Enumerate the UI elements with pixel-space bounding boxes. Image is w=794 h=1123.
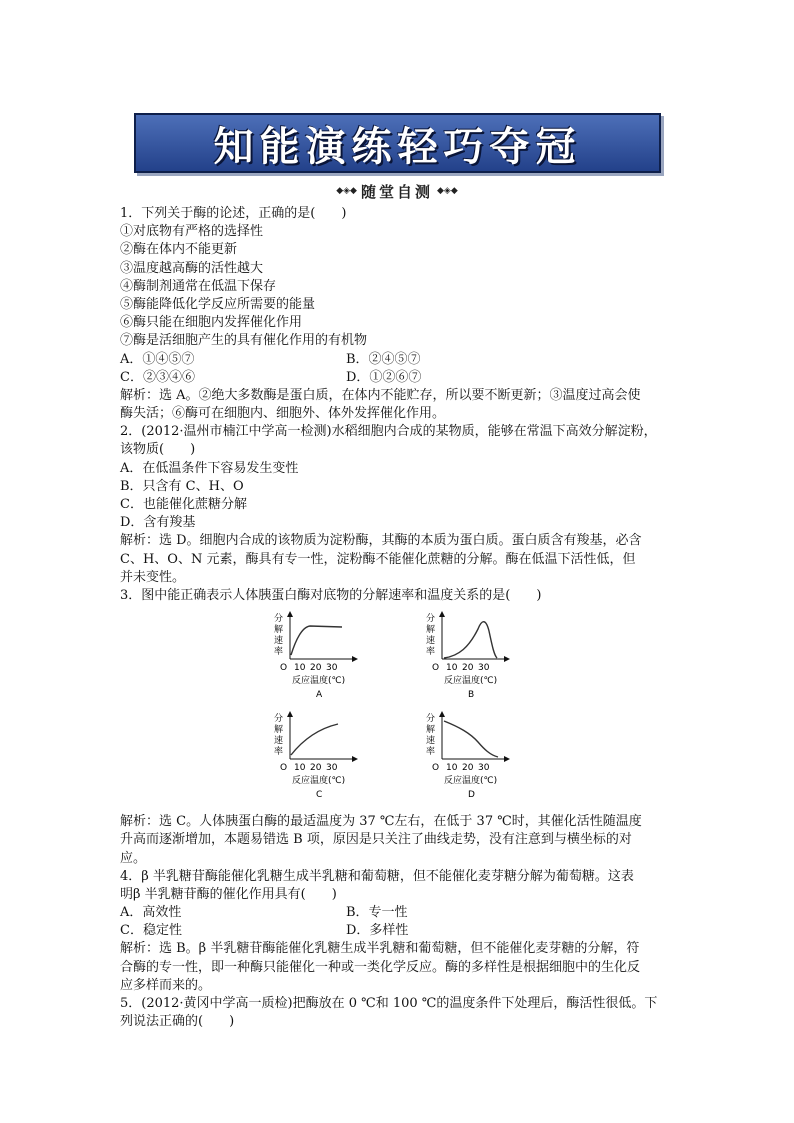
option-c: C．②③④⑥ xyxy=(120,369,195,385)
origin-label: O xyxy=(432,663,440,674)
question-stem: 4．β 半乳糖苷酶能催化乳糖生成半乳糖和葡萄糖，但不能催化麦芽糖分解为葡萄糖。这表 xyxy=(120,868,634,884)
statement-item: ①对底物有严格的选择性 xyxy=(120,224,264,240)
y-axis-label-char: 率 xyxy=(274,747,284,758)
y-axis-label-char: 率 xyxy=(274,647,284,658)
curve-c xyxy=(291,724,338,755)
curve-b xyxy=(444,622,497,658)
question-stem: 明β 半乳糖苷酶的催化作用具有( ) xyxy=(120,886,337,902)
question-stem: 列说法正确的( ) xyxy=(120,1014,235,1030)
graph-letter: B xyxy=(468,690,475,701)
y-arrow-icon xyxy=(287,711,293,717)
banner-title: 知能演练轻巧夺冠 xyxy=(213,122,582,170)
graph-d-svg xyxy=(414,709,594,809)
x-axis-label: 反应温度(℃) xyxy=(292,676,346,687)
statement-item: ④酶制剂通常在低温下保存 xyxy=(120,278,277,294)
analysis-text: C、H、O、N 元素，酶具有专一性，淀粉酶不能催化蔗糖的分解。酶在低温下活性低，但 xyxy=(120,551,636,567)
analysis-text: 解析：选 D。细胞内合成的该物质为淀粉酶，其酶的本质为蛋白质。蛋白质含有羧基，必含 xyxy=(120,533,642,549)
statement-item: ③温度越高酶的活性越大 xyxy=(120,260,264,276)
y-arrow-icon xyxy=(439,611,445,617)
graph-b xyxy=(414,609,594,709)
analysis-text: 解析：选 A。②绝大多数酶是蛋白质，在体内不能贮存，所以要不断更新；③温度过高会使 xyxy=(120,387,641,403)
tick-label: 30 xyxy=(326,663,338,674)
tick-label: 10 xyxy=(446,663,458,674)
y-axis-label-char: 速 xyxy=(274,736,284,747)
option-row xyxy=(120,369,680,387)
analysis-text: 酶失活；⑥酶可在细胞内、细胞外、体外发挥催化作用。 xyxy=(120,406,446,422)
option-row xyxy=(120,904,680,922)
tick-label: 30 xyxy=(478,763,490,774)
x-axis-label: 反应温度(℃) xyxy=(292,776,346,787)
option-a: A．在低温条件下容易发生变性 xyxy=(120,460,299,476)
y-arrow-icon xyxy=(439,711,445,717)
subhead-text: 随堂自测 xyxy=(360,182,433,201)
question-stem: 1．下列关于酶的论述，正确的是( ) xyxy=(120,206,347,221)
analysis-text: 应。 xyxy=(120,850,147,866)
tick-label: 20 xyxy=(310,663,322,674)
tick-label: 30 xyxy=(326,763,338,774)
option-b: B．②④⑤⑦ xyxy=(346,351,421,367)
diamond-ornament-icon: ◆◈◆ xyxy=(437,186,458,196)
origin-label: O xyxy=(432,763,440,774)
y-axis-label-char: 速 xyxy=(426,636,436,647)
y-axis-label-char: 速 xyxy=(426,736,436,747)
y-axis-label-char: 解 xyxy=(274,625,284,636)
option-row xyxy=(120,351,680,369)
analysis-text: 升高而逐渐增加，本题易错选 B 项，原因是只关注了曲线走势，没有注意到与横坐标的对 xyxy=(120,832,632,848)
analysis-text: 解析：选 B。β 半乳糖苷酶能催化乳糖生成半乳糖和葡萄糖，但不能催化麦芽糖的分解，符 xyxy=(120,941,640,957)
question-stem: 该物质( ) xyxy=(120,442,196,458)
graph-d xyxy=(414,709,594,809)
statement-item: ⑤酶能降低化学反应所需要的能量 xyxy=(120,296,316,312)
option-c: C．也能催化蔗糖分解 xyxy=(120,497,247,512)
statement-item: ②酶在体内不能更新 xyxy=(120,242,238,258)
option-row xyxy=(120,922,680,940)
statement-item: ⑥酶只能在细胞内发挥催化作用 xyxy=(120,315,303,331)
tick-label: 10 xyxy=(294,663,306,674)
tick-label: 30 xyxy=(478,663,490,674)
diamond-ornament-icon: ◆◈◆ xyxy=(336,186,357,196)
analysis-text: 应多样而来的。 xyxy=(120,977,212,993)
x-axis-label: 反应温度(℃) xyxy=(444,676,498,687)
curve-a xyxy=(291,626,342,655)
y-arrow-icon xyxy=(287,611,293,617)
y-axis-label-char: 解 xyxy=(426,625,436,636)
graph-letter: A xyxy=(316,690,323,701)
question-stem: 5．(2012·黄冈中学高一质检)把酶放在 0 ℃和 100 ℃的温度条件下处理后，酶活性很低。下 xyxy=(120,996,658,1011)
origin-label: O xyxy=(280,663,288,674)
title-banner xyxy=(134,113,661,173)
question-stem: 3．图中能正确表示人体胰蛋白酶对底物的分解速率和温度关系的是( ) xyxy=(120,587,542,603)
y-axis-label-char: 分 xyxy=(426,614,436,625)
x-arrow-icon xyxy=(504,656,510,662)
y-axis-label-char: 解 xyxy=(426,725,436,736)
origin-label: O xyxy=(280,763,288,774)
option-a: A．①④⑤⑦ xyxy=(120,351,195,367)
curve-d xyxy=(444,721,498,757)
option-c: C．稳定性 xyxy=(120,923,182,939)
analysis-text: 合酶的专一性，即一种酶只能催化一种或一类化学反应。酶的多样性是根据细胞中的生化反 xyxy=(120,959,641,975)
question-stem: 2．(2012·温州市楠江中学高一检测)水稻细胞内合成的某物质，能够在常温下高效分解淀粉， xyxy=(120,424,657,440)
y-axis-label-char: 率 xyxy=(426,747,436,758)
option-a: A．高效性 xyxy=(120,905,182,921)
section-subhead xyxy=(312,181,482,201)
option-d: D．含有羧基 xyxy=(120,515,196,531)
option-d: D．①②⑥⑦ xyxy=(346,369,422,385)
y-axis-label-char: 解 xyxy=(274,725,284,736)
statement-item: ⑦酶是活细胞产生的具有催化作用的有机物 xyxy=(120,333,368,349)
x-arrow-icon xyxy=(352,756,358,762)
tick-label: 20 xyxy=(462,663,474,674)
tick-label: 20 xyxy=(462,763,474,774)
graph-letter: D xyxy=(468,790,475,801)
analysis-text: 解析：选 C。人体胰蛋白酶的最适温度为 37 ℃左右，在低于 37 ℃时，其催化活性随温度 xyxy=(120,814,642,830)
option-b: B．只含有 C、H、O xyxy=(120,478,244,494)
y-axis-label-char: 率 xyxy=(426,647,436,658)
option-d: D．多样性 xyxy=(346,923,409,939)
tick-label: 10 xyxy=(446,763,458,774)
y-axis-label-char: 分 xyxy=(274,714,284,725)
graph-b-svg xyxy=(414,609,594,709)
y-axis-label-char: 分 xyxy=(426,714,436,725)
tick-label: 10 xyxy=(294,763,306,774)
tick-label: 20 xyxy=(310,763,322,774)
option-b: B．专一性 xyxy=(346,905,408,921)
y-axis-label-char: 分 xyxy=(274,614,284,625)
x-arrow-icon xyxy=(352,656,358,662)
question-content xyxy=(120,205,680,1031)
y-axis-label-char: 速 xyxy=(274,636,284,647)
graph-letter: C xyxy=(316,790,323,801)
x-axis-label: 反应温度(℃) xyxy=(444,776,498,787)
x-arrow-icon xyxy=(504,756,510,762)
graph-panel xyxy=(120,605,680,813)
analysis-text: 并未变性。 xyxy=(120,569,186,585)
